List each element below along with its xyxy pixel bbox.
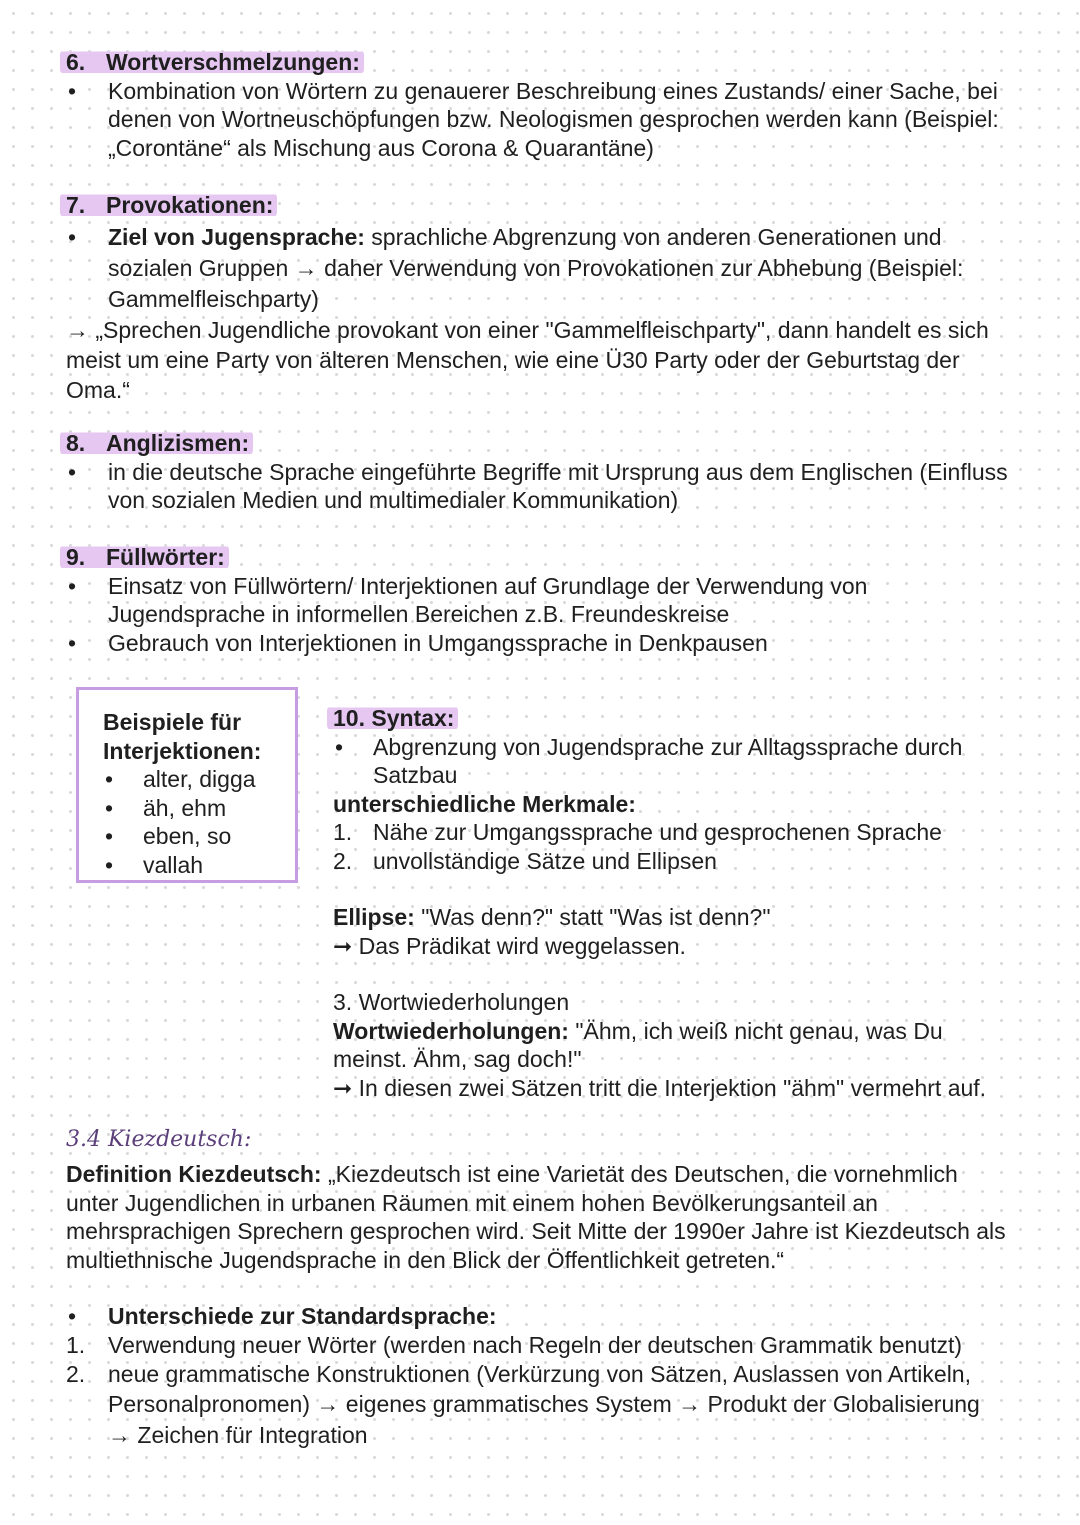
bullet-icon: •: [68, 572, 77, 599]
item-3: 3. Wortwiederholungen: [333, 989, 570, 1015]
list-item: • äh, ehm: [105, 794, 227, 821]
section-9: [66, 543, 1016, 657]
section-7-heading: 7. Provokationen:: [60, 192, 277, 218]
integration-note: → Zeichen für Integration: [108, 1422, 368, 1448]
section-6-heading: 6. Wortverschmelzungen:: [60, 49, 364, 75]
list-item: • Kombination von Wörtern zu genauerer Beschreibung eines Zustands/ einer Sache, bei denen von Wortneuschöpfungen bzw. Neologismen gesprochen werden kann (Beispiel: „Corontäne“ als Mischung aus Corona & Quarantäne): [68, 77, 999, 161]
list-item: • alter, digga: [105, 766, 256, 792]
features-title: unterschiedliche Merkmale:: [333, 790, 636, 817]
list-item: 2. unvollständige Sätze und Ellipsen: [333, 847, 717, 874]
interjections-box: [76, 687, 298, 883]
list-item: • Abgrenzung von Jugendsprache zur Alltagssprache durch Satzbau: [335, 733, 963, 788]
list-item: • Unterschiede zur Standardsprache:: [68, 1303, 497, 1329]
section-7: [66, 191, 1016, 405]
bullet-icon: •: [105, 794, 114, 821]
list-item: • eben, so: [105, 823, 232, 849]
section-10: [333, 704, 1033, 1102]
list-item: 2. neue grammatische Konstruktionen (Verkürzung von Sätzen, Auslassen von Artikeln, Personalpronomen) → eigenes grammatisches System → Produkt der Globalisierung: [66, 1361, 980, 1417]
list-item: • Ziel von Jugensprache: sprachliche Abgrenzung von anderen Generationen und sozialen Gruppen → daher Verwendung von Provokationen zur Abhebung (Beispiel: Gammelfleischparty): [68, 223, 964, 312]
bullet-icon: •: [68, 458, 77, 485]
section-8: [66, 429, 1016, 515]
bullet-icon: •: [68, 629, 77, 656]
list-item: 1. Verwendung neuer Wörter (werden nach Regeln der deutschen Grammatik benutzt): [66, 1331, 963, 1358]
section-6: [66, 48, 1016, 162]
bullet-icon: •: [105, 851, 114, 878]
list-item: • vallah: [105, 851, 204, 878]
kiez-heading: 3.4 Kiezdeutsch:: [66, 1127, 252, 1152]
kiez-definition: Definition Kiezdeutsch: „Kiezdeutsch ist eine Varietät des Deutschen, die vornehmlich unter Jugendlichen in urbanen Räumen mit einem hohen Bevölkerungsanteil an mehrsprachigen Sprechern gesprochen wird. Seit Mitte der 1990er Jahre ist Kiezdeutsch als multiethnische Jugendsprache in den Blick der Öffentlichkeit getreten.“: [66, 1161, 1006, 1273]
list-item: • Einsatz von Füllwörtern/ Interjektionen auf Grundlage der Verwendung von Jugendsprache in informellen Bereichen z.B. Freundeskreise: [68, 572, 868, 627]
kiez-differences: [66, 1302, 1026, 1452]
ellipse-note: ➞ Das Prädikat wird weggelassen.: [333, 932, 686, 959]
bullet-icon: •: [335, 733, 344, 760]
section-9-heading: 9. Füllwörter:: [60, 544, 229, 570]
bullet-icon: •: [68, 77, 77, 104]
bullet-icon: •: [105, 766, 114, 792]
repeat-note: ➞ In diesen zwei Sätzen tritt die Interjektion "ähm" vermehrt auf.: [333, 1074, 987, 1101]
bullet-icon: •: [105, 823, 114, 849]
ellipse-example: Ellipse: "Was denn?" statt "Was ist denn?": [333, 904, 771, 930]
list-item: 1. Nähe zur Umgangssprache und gesprochenen Sprache: [333, 819, 942, 845]
repeat-example: Wortwiederholungen: "Ähm, ich weiß nicht genau, was Du meinst. Ähm, sag doch!": [333, 1017, 943, 1072]
section-8-heading: 8. Anglizismen:: [60, 430, 253, 456]
section-10-heading: 10. Syntax:: [327, 705, 458, 731]
bullet-icon: •: [68, 223, 77, 250]
quote-text: → „Sprechen Jugendliche provokant von einer "Gammelfleischparty", dann handelt es sich meist um eine Party von älteren Menschen, wie eine Ü30 Party oder der Geburtstag der Oma.“: [66, 316, 989, 403]
list-item: • in die deutsche Sprache eingeführte Begriffe mit Ursprung aus dem Englischen (Einfluss von sozialen Medien und multimedialer Kommunikation): [68, 458, 1008, 513]
bullet-icon: •: [68, 1303, 77, 1329]
box-title: Beispiele für Interjektionen:: [103, 709, 262, 764]
list-item: • Gebrauch von Interjektionen in Umgangssprache in Denkpausen: [68, 629, 768, 656]
